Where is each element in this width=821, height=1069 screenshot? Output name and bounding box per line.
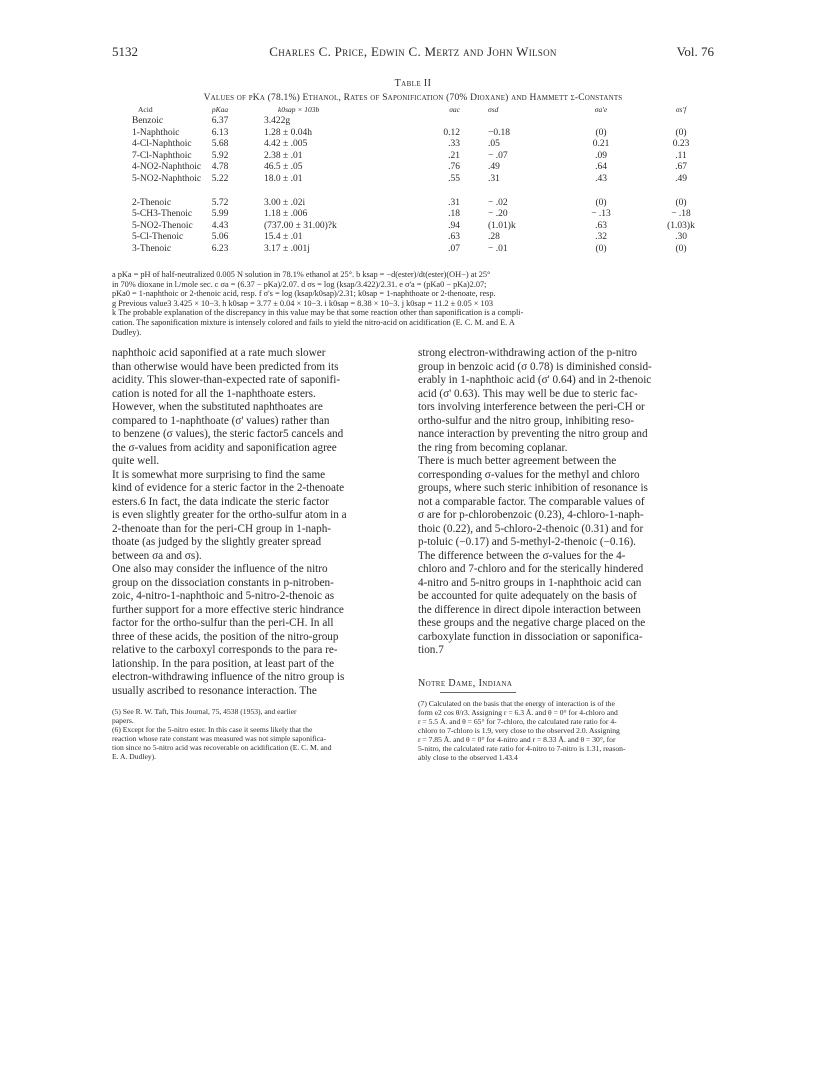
table-footnote-line: k The probable explanation of the discrepancy in this value may be that some reaction other than saponification is a compli- bbox=[112, 308, 524, 318]
body-text-line: between σa and σs). bbox=[112, 549, 202, 562]
table-cell: −0.18 bbox=[488, 127, 510, 138]
table-cell: .64 bbox=[595, 162, 607, 173]
table-cell: 5.99 bbox=[211, 209, 229, 220]
table-cell: .31 bbox=[488, 173, 500, 184]
table-cell: 4-Cl-Naphthoic bbox=[132, 139, 192, 150]
footnote-line: (6) Except for the 5-nitro ester. In this case it seems likely that the bbox=[112, 725, 313, 734]
body-text-line: However, when the substituted naphthoates are bbox=[112, 401, 323, 413]
footnote-line: 5-nitro, the calculated rate ratio for 4-nitro to 7-nitro is 1.31, reason- bbox=[418, 744, 626, 753]
table-cell: 5-NO2-Thenoic bbox=[132, 220, 193, 231]
body-text-line: σ are for p-chlorobenzoic (0.23), 4-chloro-1-naph- bbox=[418, 509, 644, 521]
table-row bbox=[128, 151, 714, 163]
table-cell: .07 bbox=[448, 243, 460, 254]
column-header: σa'e bbox=[594, 105, 608, 114]
footnotes-right bbox=[418, 699, 714, 762]
body-text-line: usually ascribed to resonance interaction. The bbox=[112, 684, 317, 697]
table-cell: − .20 bbox=[488, 209, 508, 220]
table-row bbox=[128, 209, 714, 221]
table-cell: − .02 bbox=[488, 197, 508, 208]
body-column-left bbox=[112, 347, 408, 698]
body-text-line: than otherwise would have been predicted from its bbox=[112, 360, 339, 373]
table-cell: 1.18 ± .006 bbox=[264, 209, 308, 220]
table-cell: 2.38 ± .01 bbox=[264, 150, 303, 161]
body-text-line: chloro and 7-chloro and for the sterically hindered bbox=[418, 563, 644, 575]
table-cell: 5.92 bbox=[211, 150, 229, 161]
table-cell: 5.72 bbox=[211, 197, 229, 208]
body-text-line: the σ-values from acidity and saponification agree bbox=[112, 441, 337, 454]
table-spacer bbox=[128, 186, 714, 198]
table-cell: 6.13 bbox=[211, 127, 229, 138]
table-cell: .09 bbox=[595, 150, 607, 161]
table-row bbox=[128, 244, 714, 256]
table-cell: 5.06 bbox=[211, 232, 229, 243]
body-text-line: ortho-sulfur and the nitro group, inhibiting reso- bbox=[418, 414, 634, 427]
table-footnote-line: cation. The saponification mixture is intensely colored and fails to yield the nitro-acid on acidification (E. C. M. and E. A bbox=[112, 317, 515, 327]
body-text-line: tors involving interference between the peri-CH or bbox=[418, 401, 645, 413]
table-cell: (0) bbox=[595, 127, 607, 138]
table-cell: 15.4 ± .01 bbox=[264, 232, 303, 243]
author-address: Notre Dame, Indiana bbox=[418, 678, 513, 689]
footnotes-left bbox=[112, 707, 408, 761]
body-text-line: thoate (as judged by the slightly greater spread bbox=[112, 536, 322, 548]
body-text-line: relative to the carboxyl corresponds to the para re- bbox=[112, 644, 338, 656]
table-cell: 1.28 ± 0.04h bbox=[264, 127, 312, 138]
table-cell: .33 bbox=[448, 139, 460, 150]
table-cell: .43 bbox=[595, 173, 607, 184]
body-text-line: esters.6 In fact, the data indicate the steric factor bbox=[112, 495, 329, 508]
body-text-line: group on the dissociation constants in p-nitroben- bbox=[112, 576, 334, 589]
body-text-line: tion.7 bbox=[418, 644, 444, 656]
body-text-line: naphthoic acid saponified at a rate much slower bbox=[112, 347, 326, 359]
table-cell: (0) bbox=[595, 197, 607, 208]
running-header bbox=[112, 44, 714, 62]
table-cell: .21 bbox=[448, 150, 460, 161]
body-text-line: is even slightly greater for the ortho-sulfur atom in a bbox=[112, 509, 347, 521]
table-cell: 5-Cl-Thenoic bbox=[132, 232, 184, 243]
table-cell: − .07 bbox=[488, 150, 508, 161]
table-cell: (0) bbox=[675, 127, 687, 138]
table-row bbox=[128, 221, 714, 233]
table-row bbox=[128, 116, 714, 128]
body-text-line: cation is noted for all the 1-naphthoate esters. bbox=[112, 387, 316, 400]
table-cell: 4-NO2-Naphthoic bbox=[132, 162, 202, 173]
table-cell: Benzoic bbox=[132, 116, 164, 126]
table-cell: 3.00 ± .02i bbox=[264, 197, 306, 208]
table-cell: 18.0 ± .01 bbox=[264, 173, 303, 184]
table-cell: (1.03)k bbox=[667, 220, 695, 231]
table-cell: .28 bbox=[488, 232, 500, 243]
body-text-line: erably in 1-naphthoic acid (σ' 0.64) and in 2-thenoic bbox=[418, 374, 652, 386]
body-text-line: the ring from becoming coplanar. bbox=[418, 441, 568, 454]
table-cell: 6.37 bbox=[211, 116, 229, 126]
body-text-line: p-toluic (−0.17) and 5-methyl-2-thenoic (−0.16). bbox=[418, 536, 636, 548]
footnote-line: (7) Calculated on the basis that the energy of interaction is of the bbox=[418, 699, 615, 708]
body-text-line: strong electron-withdrawing action of the p-nitro bbox=[418, 347, 638, 359]
body-text-line: further support for a more effective steric hindrance bbox=[112, 603, 344, 616]
table-cell: 6.23 bbox=[211, 243, 229, 254]
table-cell: − .01 bbox=[488, 243, 508, 254]
table-cell: .67 bbox=[675, 162, 687, 173]
table-footnote-line: Dudley). bbox=[112, 327, 142, 337]
table-cell: 7-Cl-Naphthoic bbox=[132, 150, 192, 161]
column-header: σsd bbox=[488, 105, 499, 114]
table-cell: 1-Naphthoic bbox=[132, 127, 180, 138]
body-text-line: lationship. In the para position, at least part of the bbox=[112, 657, 335, 670]
body-text-line: not a comparable factor. The comparable values of bbox=[418, 495, 645, 508]
table-cell: 5.68 bbox=[211, 139, 229, 150]
column-header: σs'f bbox=[675, 105, 687, 114]
table-cell: .63 bbox=[595, 220, 607, 231]
body-text-line: quite well. bbox=[112, 455, 160, 467]
body-text-line: zoic, 4-nitro-1-naphthoic and 5-nitro-2-thenoic as bbox=[112, 590, 335, 602]
table-cell: 3-Thenoic bbox=[132, 243, 172, 254]
body-text-line: groups, where such steric inhibition of resonance is bbox=[418, 482, 648, 494]
table-cell: 0.23 bbox=[672, 139, 690, 150]
table-cell: .05 bbox=[488, 139, 500, 150]
table-footnote-line: g Previous value3 3.425 × 10−3. h k0sap = 3.77 ± 0.04 × 10−3. i k0sap = 8.38 × 10−3. j k0sap = 11.2 ± 0.05 × 103 bbox=[112, 298, 493, 308]
body-text-line: acidity. This slower-than-expected rate of saponifi- bbox=[112, 374, 341, 386]
footnote-line: E. A. Dudley). bbox=[112, 752, 157, 761]
table-cell: (0) bbox=[595, 243, 607, 254]
column-header: σac bbox=[449, 105, 460, 114]
table-cell: .76 bbox=[448, 162, 460, 173]
table-cell: 0.21 bbox=[592, 139, 610, 150]
table-cell: 4.78 bbox=[211, 162, 229, 173]
footnote-line: reaction whose rate constant was measured was not simple saponifica- bbox=[112, 734, 327, 743]
body-column-right bbox=[418, 347, 714, 658]
table-cell: (0) bbox=[675, 197, 687, 208]
footnote-line: ably close to the observed 1.43.4 bbox=[418, 753, 518, 762]
body-text-line: these groups and the negative charge placed on the bbox=[418, 617, 646, 629]
table-cell: .32 bbox=[595, 232, 607, 243]
table-cell: 3.422g bbox=[264, 116, 291, 126]
body-text-line: kind of evidence for a steric factor in the 2-thenoate bbox=[112, 482, 345, 494]
body-text-line: compared to 1-naphthoate (σ' values) rather than bbox=[112, 414, 330, 427]
table-cell: .31 bbox=[448, 197, 460, 208]
data-table bbox=[128, 104, 714, 256]
table-row bbox=[128, 162, 714, 174]
column-header: Acid bbox=[138, 105, 153, 114]
table-cell: 5-CH3-Thenoic bbox=[132, 209, 193, 220]
table-cell: 5-NO2-Naphthoic bbox=[132, 173, 202, 184]
footnote-rule bbox=[440, 692, 516, 693]
table-footnote-line: pKa0 = 1-naphthoic or 2-thenoic acid, resp. f σ's = log (ksap/k0sap)/2.31; k0sap = 1-naphthoate or 2-thenoate, resp. bbox=[112, 289, 496, 299]
running-head-authors: Charles C. Price, Edwin C. Mertz and John Wilson bbox=[269, 44, 557, 59]
column-header: pKaa bbox=[211, 105, 229, 114]
body-text-line: three of these acids, the position of the nitro-group bbox=[112, 630, 339, 643]
footnote-line: tion since no 5-nitro acid was recoverable on acidification (E. C. M. and bbox=[112, 743, 332, 752]
table-cell: (1.01)k bbox=[488, 220, 516, 231]
body-text-line: One also may consider the influence of the nitro bbox=[112, 563, 328, 575]
table-cell: .30 bbox=[675, 232, 687, 243]
footnote-line: r = 5.5 Å. and θ = 65° for 7-chloro, the calculated rate ratio for 4- bbox=[418, 717, 617, 726]
table-footnote-line: a pKa = pH of half-neutralized 0.005 N solution in 78.1% ethanol at 25°. b ksap = −d(ester)/dt(ester)(OH−) at 25° bbox=[112, 270, 491, 279]
table-caption: Values of pKa (78.1%) Ethanol, Rates of Saponification (70% Dioxane) and Hammett σ-Constants bbox=[203, 93, 623, 103]
body-text-line: carboxylate function in dissociation or saponifica- bbox=[418, 630, 643, 643]
footnote-line: papers. bbox=[112, 716, 134, 725]
body-text-line: corresponding σ-values for the methyl and chloro bbox=[418, 468, 640, 481]
body-text-line: It is somewhat more surprising to find the same bbox=[112, 468, 326, 481]
table-cell: 2-Thenoic bbox=[132, 197, 172, 208]
table-cell: .49 bbox=[488, 162, 500, 173]
table-row bbox=[128, 139, 714, 151]
body-text-line: There is much better agreement between the bbox=[418, 455, 617, 467]
body-text-line: acid (σ' 0.63). This may well be due to steric fac- bbox=[418, 387, 638, 400]
body-text-line: to benzene (σ values), the steric factor5 cancels and bbox=[112, 428, 344, 440]
body-text-line: electron-withdrawing influence of the nitro group is bbox=[112, 671, 345, 683]
table-cell: 5.22 bbox=[211, 173, 229, 184]
table-cell: .49 bbox=[675, 173, 687, 184]
table-row bbox=[128, 128, 714, 140]
table-cell: (737.00 ± 31.00)?k bbox=[264, 220, 337, 231]
table-cell: .63 bbox=[448, 232, 460, 243]
body-text-line: 2-thenoate than for the peri-CH group in 1-naph- bbox=[112, 522, 332, 535]
table-cell: .94 bbox=[448, 220, 460, 231]
body-text-line: be accounted for quite adequately on the basis of bbox=[418, 590, 637, 602]
table-label: Table II bbox=[394, 78, 432, 89]
table-header-row bbox=[128, 104, 714, 116]
table-footnote-line: in 70% dioxane in l./mole sec. c σa = (6.37 − pKa)/2.07. d σs = log (ksap/3.422)/2.31. e σ'a = (pKa0 − pKa)2.07; bbox=[112, 279, 487, 289]
table-cell: .11 bbox=[675, 150, 687, 161]
table-cell: .18 bbox=[448, 209, 460, 220]
table-cell: 4.43 bbox=[211, 220, 229, 231]
column-header: k0sap × 103b bbox=[278, 105, 320, 114]
body-text-line: group in benzoic acid (σ 0.78) is diminished consid- bbox=[418, 360, 652, 373]
body-text-line: The difference between the σ-values for the 4- bbox=[418, 549, 626, 562]
body-text-line: factor for the ortho-sulfur than the peri-CH. In all bbox=[112, 617, 334, 629]
table-row bbox=[128, 232, 714, 244]
page-number: 5132 bbox=[112, 44, 138, 59]
table-cell: (0) bbox=[675, 243, 687, 254]
body-text-line: the difference in direct dipole interaction between bbox=[418, 603, 641, 616]
table-cell: 46.5 ± .05 bbox=[264, 162, 303, 173]
table-cell: .55 bbox=[448, 173, 460, 184]
table-row bbox=[128, 174, 714, 186]
body-text-line: nance interaction by preventing the nitro group and bbox=[418, 428, 648, 440]
footnote-line: r = 7.85 Å. and θ = 0° for 4-nitro and r = 8.33 Å. and θ = 30°, for bbox=[418, 735, 616, 744]
table-cell: 3.17 ± .001j bbox=[264, 243, 310, 254]
table-row bbox=[128, 198, 714, 210]
footnote-line: form e2 cos θ/r3. Assigning r = 6.3 Å. and θ = 0° for 4-chloro and bbox=[418, 708, 618, 717]
footnote-line: chloro to 7-chloro is 1.9, very close to the observed 2.0. Assigning bbox=[418, 726, 620, 735]
table-footnotes bbox=[112, 270, 714, 337]
volume-label: Vol. 76 bbox=[676, 44, 714, 59]
footnote-line: (5) See R. W. Taft, This Journal, 75, 4538 (1953), and earlier bbox=[112, 707, 297, 716]
table-cell: − .13 bbox=[591, 209, 611, 220]
table-cell: − .18 bbox=[671, 209, 691, 220]
body-text-line: 4-nitro and 5-nitro groups in 1-naphthoic acid can bbox=[418, 576, 642, 589]
body-text-line: thoic (0.22), and 5-chloro-2-thenoic (0.31) and for bbox=[418, 522, 644, 535]
table-cell: 0.12 bbox=[443, 127, 460, 138]
table-cell: 4.42 ± .005 bbox=[264, 139, 308, 150]
